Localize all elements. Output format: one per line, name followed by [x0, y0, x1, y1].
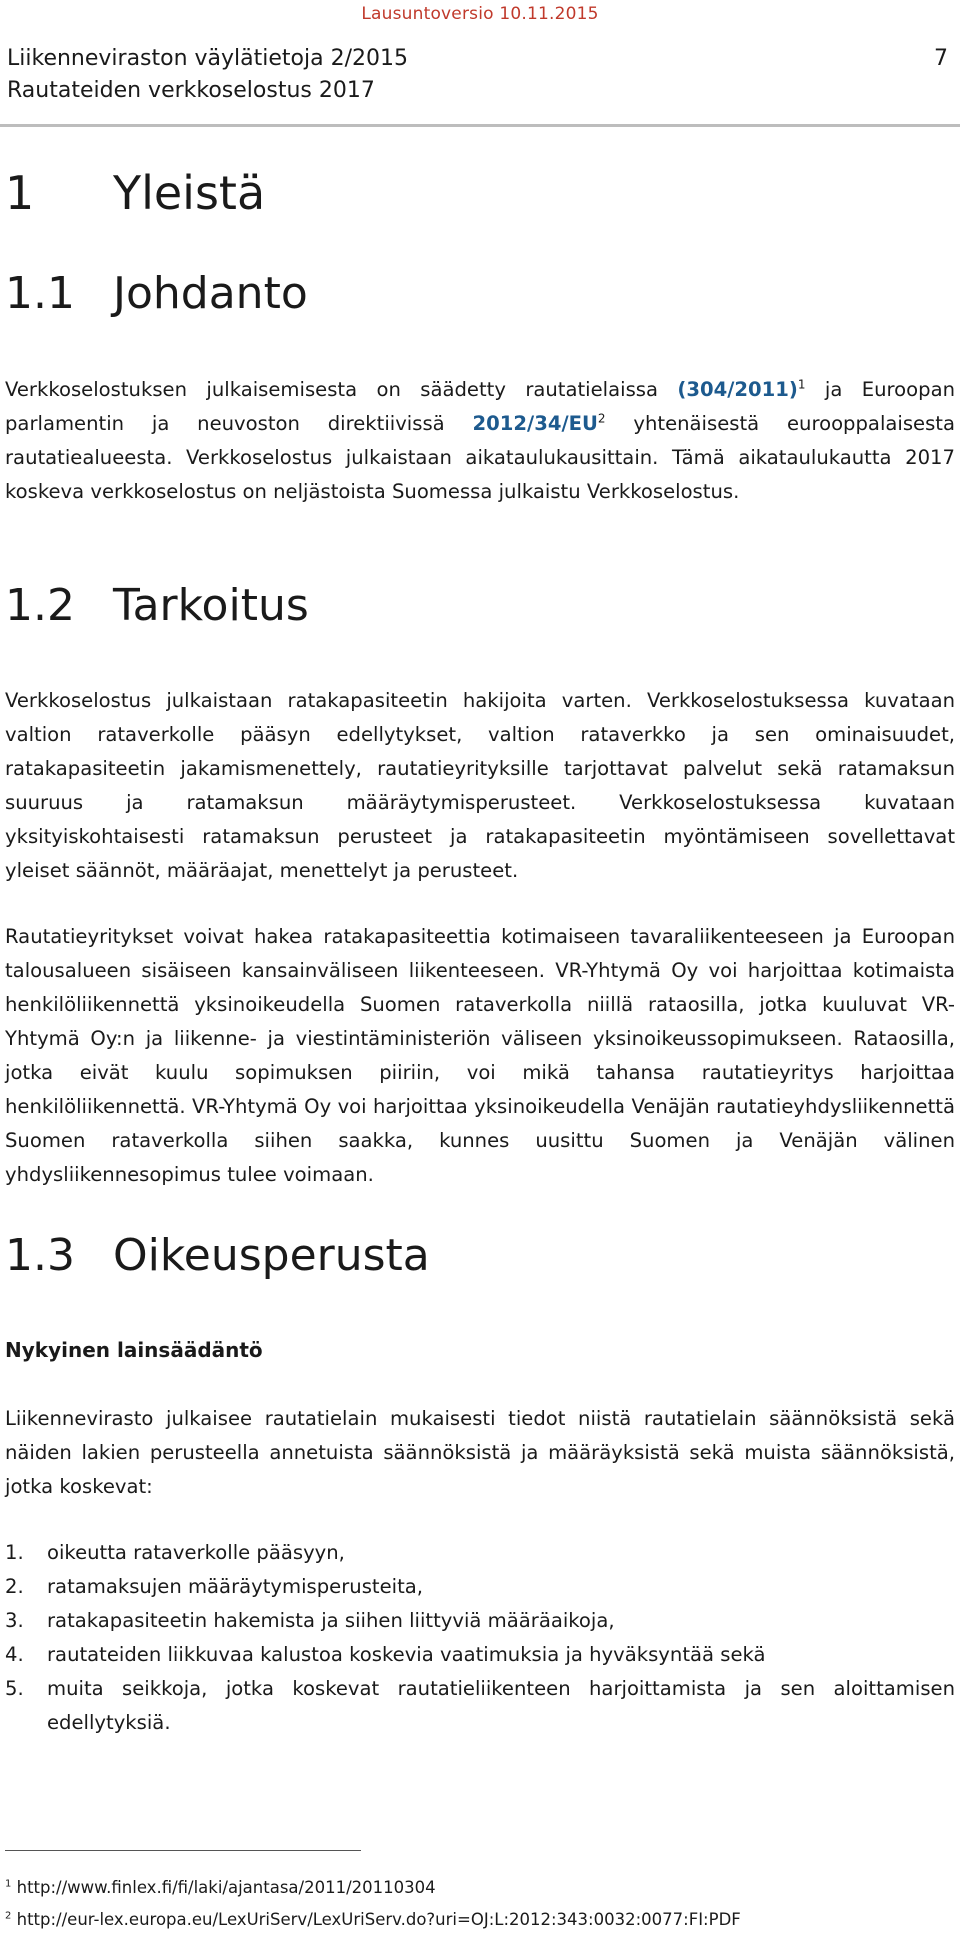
footnote-link-2[interactable]: http://eur-lex.europa.eu/LexUriServ/LexUriServ.do?uri=OJ:L:2012:343:0032:0077:FI:PDF	[16, 1910, 741, 1929]
footnote-1: $^1$ http://www.finlex.fi/fi/laki/ajantasa/2011/20110304	[5, 1878, 436, 1897]
section-title: Oikeusperusta	[113, 1230, 430, 1281]
subheading-legislation: Nykyinen lainsäädäntö	[5, 1338, 263, 1362]
section-title: Johdanto	[113, 268, 308, 319]
footnote-divider	[5, 1850, 361, 1851]
list-item: 3. ratakapasiteetin hakemista ja siihen liittyviä määräaikoja,	[5, 1609, 615, 1632]
section-title: Tarkoitus	[113, 580, 309, 631]
list-item: 4. rautateiden liikkuvaa kalustoa koskevia vaatimuksia ja hyväksyntää sekä	[5, 1643, 766, 1666]
purpose-paragraph-2: Rautatieyritykset voivat hakea ratakapasiteettia kotimaiseen tavaraliikenteeseen ja Euroopan talousalueen sisäiseen kansainväliseen liikenteeseen. VR-Yhtymä Oy voi harjoittaa kotimaista henkilöliikennettä yksinoikeudella Suomen rataverkolla niillä rataosilla, jotka kuuluvat VR-Yhtymä Oy:n ja liikenne- ja viestintäministeriön väliseen yksinoikeussopimukseen. Rataosilla, jotka eivät kuulu sopimuksen piiriin, voi mikä tahansa rautatieyritys harjoittaa henkilöliikennettä. VR-Yhtymä Oy voi harjoittaa yksinoikeudella Venäjän rautatieyhdysliikennettä Suomen rataverkolla siihen saakka, kunnes uusittu Suomen ja Venäjän välinen yhdysliikennesopimus tulee voimaan.	[5, 925, 955, 1186]
section-number: 1.1	[5, 268, 75, 319]
law-reference-link[interactable]: (304/2011)	[677, 378, 798, 401]
directive-reference-link[interactable]: 2012/34/EU	[472, 412, 598, 435]
list-item: 1. oikeutta rataverkolle pääsyyn,	[5, 1541, 345, 1564]
intro-paragraph: Verkkoselostuksen julkaisemisesta on säädetty rautatielaissa $(304/2011)^1$ ja Euroopan parlamentin ja neuvoston direktiivissä $2012/34/EU^2$ yhtenäisestä eurooppalaisesta rautatiealueesta. Verkkoselostus julkaistaan aikataulukausittain. Tämä aikataulukautta 2017 koskeva verkkoselostus on neljästoista Suomessa julkaistu Verkkoselostus.	[5, 377, 955, 503]
list-item: 2. ratamaksujen määräytymisperusteita,	[5, 1575, 424, 1598]
header-title: Rautateiden verkkoselostus 2017	[7, 78, 375, 103]
legal-topics-list	[5, 1536, 955, 1740]
draft-stamp: Lausuntoversio 10.11.2015	[361, 4, 599, 24]
header-divider	[0, 124, 960, 127]
chapter-title: Yleistä	[113, 166, 266, 220]
page-number: 7	[934, 46, 948, 71]
section-heading-1-3	[5, 1230, 430, 1281]
chapter-number: 1	[5, 166, 35, 220]
purpose-paragraph-1: Verkkoselostus julkaistaan ratakapasiteetin hakijoita varten. Verkkoselostuksessa kuvataan valtion rataverkolle pääsyn edellytykset, valtion rataverkko ja sen ominaisuudet, ratakapasiteetin jakamismenettely, rautatieyrityksille tarjottavat palvelut sekä ratamaksun suuruus ja ratamaksun määräytymisperusteet. Verkkoselostuksessa kuvataan yksityiskohtaisesti ratamaksun perusteet ja ratakapasiteetin myöntämiseen sovellettavat yleiset säännöt, määräajat, menettelyt ja perusteet.	[5, 689, 955, 882]
legal-intro-paragraph: Liikennevirasto julkaisee rautatielain mukaisesti tiedot niistä rautatielain säännöksistä sekä näiden lakien perusteella annetuista säännöksistä ja määräyksistä sekä muista säännöksistä, jotka koskevat:	[5, 1407, 955, 1498]
footnote-link-1[interactable]: http://www.finlex.fi/fi/laki/ajantasa/2011/20110304	[16, 1878, 436, 1897]
footnote-2: $^2$ http://eur-lex.europa.eu/LexUriServ/LexUriServ.do?uri=OJ:L:2012:343:0032:0077:FI:PDF	[5, 1910, 741, 1929]
chapter-heading	[5, 166, 265, 220]
section-number: 1.3	[5, 1230, 75, 1281]
footnote-ref-1[interactable]: 1	[797, 377, 806, 392]
footnote-ref-2[interactable]: 2	[597, 411, 606, 426]
header-series: Liikenneviraston väylätietoja 2/2015	[7, 46, 408, 71]
section-number: 1.2	[5, 580, 75, 631]
section-heading-1-2	[5, 580, 309, 631]
list-item: 5. muita seikkoja, jotka koskevat rautatieliikenteen harjoittamista ja sen aloittamisen edellytyksiä.	[5, 1677, 955, 1734]
section-heading-1-1	[5, 268, 308, 319]
